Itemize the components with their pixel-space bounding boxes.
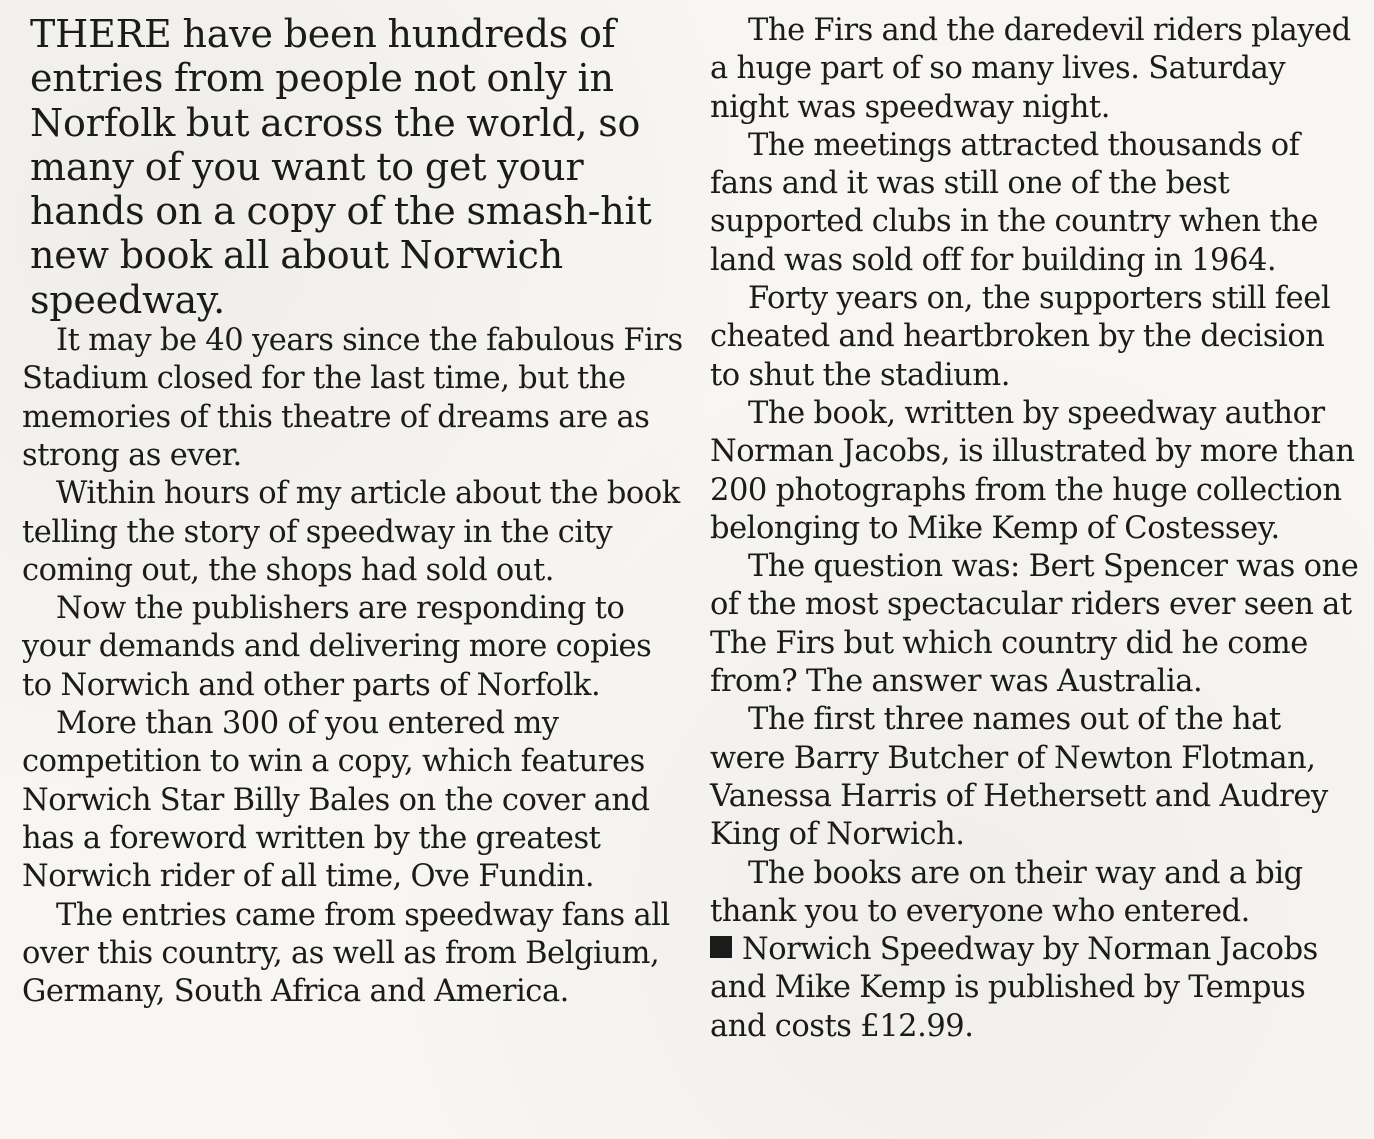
body-paragraph: More than 300 of you entered my competition to win a copy, which features Norwich Star Billy Bales on the cover and has a foreword written by the greatest Norwich rider of all time, Ove Fundin.	[22, 706, 650, 895]
left-column	[22, 12, 687, 1011]
body-paragraph: It may be 40 years since the fabulous Firs Stadium closed for the last time, but the memories of this theatre of dreams are as strong as ever.	[22, 323, 683, 473]
body-paragraph: The first three names out of the hat were Barry Butcher of Newton Flotman, Vanessa Harris of Hethersett and Audrey King of Norwich.	[710, 702, 1328, 853]
right-column	[710, 12, 1360, 1046]
body-paragraph: The entries came from speedway fans all over this country, as well as from Belgium, Germany, South Africa and America.	[22, 897, 670, 1010]
body-paragraph: Now the publishers are responding to your demands and delivering more copies to Norwich and other parts of Norfolk.	[22, 591, 652, 703]
book-info-text: Norwich Speedway by Norman Jacobs and Mike Kemp is published by Tempus and costs £12.99.	[710, 932, 1318, 1044]
intro-paragraph: THERE have been hundreds of entries from people not only in Norfolk but across the world, so many of you want to get your hands on a copy of the smash-hit new book all about Norwich speedway.	[30, 12, 652, 322]
square-bullet-icon	[710, 936, 732, 958]
body-paragraph: Forty years on, the supporters still feel cheated and heartbroken by the decision to shut the stadium.	[710, 281, 1331, 393]
body-paragraph: The book, written by speedway author Norman Jacobs, is illustrated by more than 200 photographs from the huge collection belonging to Mike Kemp of Costessey.	[710, 395, 1355, 546]
body-paragraph: The meetings attracted thousands of fans and it was still one of the best supported clubs in the country when the land was sold off for building in 1964.	[710, 127, 1318, 278]
body-paragraph: The Firs and the daredevil riders played a huge part of so many lives. Saturday night was speedway night.	[710, 13, 1351, 125]
body-paragraph: The books are on their way and a big thank you to everyone who entered.	[710, 855, 1303, 929]
body-paragraph: Within hours of my article about the book telling the story of speedway in the city coming out, the shops had sold out.	[22, 476, 680, 588]
book-info-footnote	[710, 931, 1360, 1046]
body-paragraph: The question was: Bert Spencer was one of the most spectacular riders ever seen at The Firs but which country did he come from? The answer was Australia.	[710, 549, 1359, 700]
